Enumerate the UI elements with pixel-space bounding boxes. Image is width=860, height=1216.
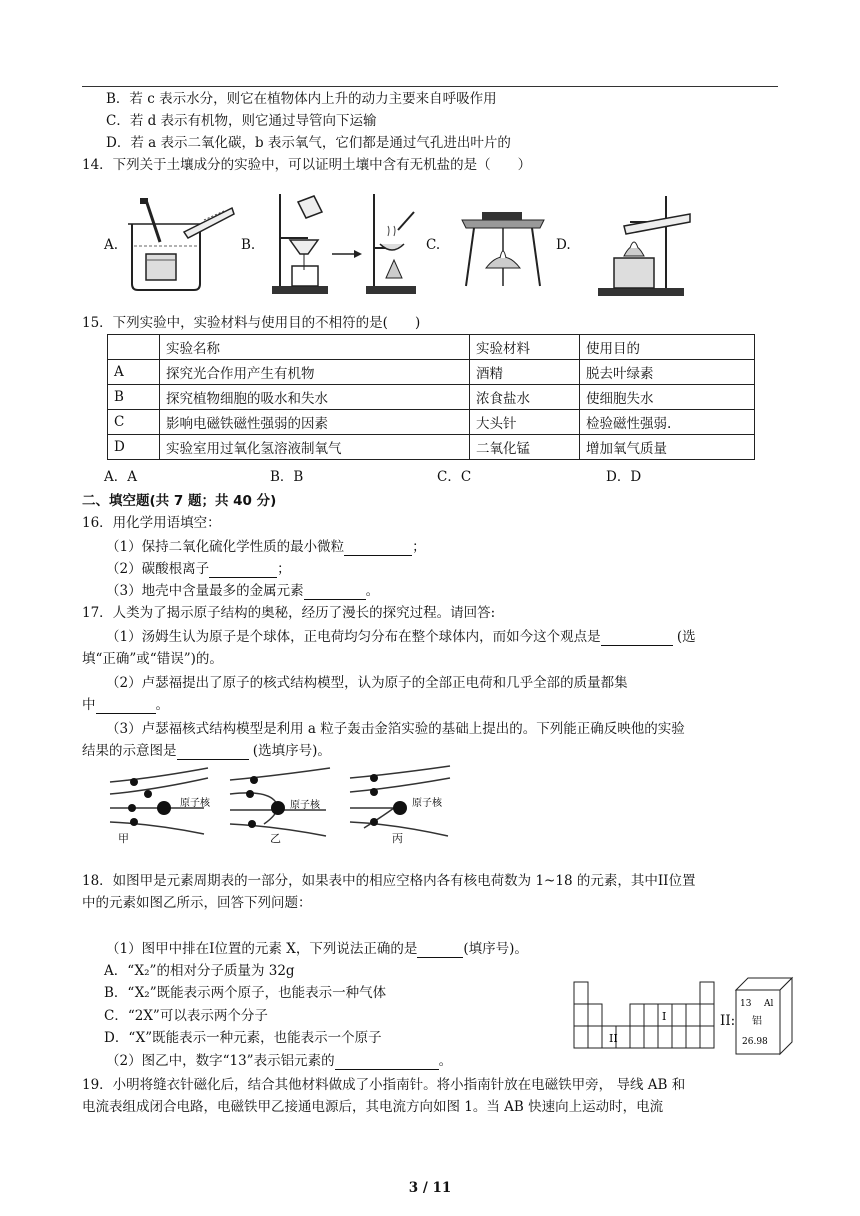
table-cell: 检验磁性强弱. [580,410,755,435]
q14-label-a: A. [104,237,119,253]
answer-blank[interactable] [601,631,673,646]
q17-part2: （2）卢瑟福提出了原子的核式结构模型，认为原子的全部正电荷和几乎全部的质量都集 [106,675,628,691]
table-cell: 影响电磁铁磁性强弱的因素 [160,410,470,435]
q18-option-b: B．“X₂”既能表示两个原子，也能表示一种气体 [104,985,387,1001]
figure-d-heating-tube [594,192,694,298]
q19-line-1: 19．小明将缝衣针磁化后，结合其他材料做成了小指南针。将小指南针放在电磁铁甲旁， 导线 AB 和 [82,1077,686,1093]
q18-option-d: D．“X”既能表示一种元素，也能表示一个原子 [104,1030,382,1046]
card-name: 铝 [752,1016,762,1027]
rutherford-diagram-yi [224,764,340,840]
q16-item-end: ； [277,561,291,577]
periodic-table-fragment [572,980,718,1054]
table-row [108,385,755,410]
q16-item-end: ； [412,539,426,555]
q17-text: (选 [676,629,696,645]
q15-answer-a: A．A [104,469,137,485]
table-row [108,410,755,435]
table-header-row [108,335,755,360]
q17-part1-cont: 填“正确”或“错误”)的。 [82,651,223,667]
q16-item-end: 。 [365,583,380,599]
table-cell: 二氧化锰 [470,435,580,460]
answer-blank[interactable] [344,541,412,556]
table-cell: 酒精 [470,360,580,385]
grid-label-i: I [662,1010,667,1023]
card-symbol: Al [764,999,774,1009]
q14-stem: 14．下列关于土壤成分的实验中，可以证明土壤中含有无机盐的是（ ） [82,157,532,173]
q18-text: (填序号)。 [463,941,528,957]
q13-option-b: B．若 c 表示水分，则它在植物体内上升的动力主要来自呼吸作用 [106,91,497,107]
q15-answer-d: D．D [606,469,642,485]
q16-item-2 [106,560,291,578]
table-cell: C [108,410,160,435]
table-cell: B [108,385,160,410]
q18-text: （2）图乙中，数字“13”表示铝元素的 [106,1053,335,1069]
q18-stem-1: 18．如图甲是元素周期表的一部分，如果表中的相应空格内各有核电荷数为 1~18 的元素，其中II位置 [82,873,696,889]
q17-text: （1）汤姆生认为原子是个球体，正电荷均匀分布在整个球体内，而如今这个观点是 [106,629,601,645]
table-header-cell: 使用目的 [580,335,755,360]
card-label: II: [720,1013,736,1029]
table-cell: 探究光合作用产生有机物 [160,360,470,385]
q18-stem-2: 中的元素如图乙所示，回答下列问题： [82,895,312,911]
q18-text: （1）图甲中排在I位置的元素 X，下列说法正确的是 [106,941,418,957]
page-number: 3 / 11 [408,1180,452,1196]
q16-item-text: （2）碳酸根离子 [106,561,210,577]
q18-part2 [106,1052,452,1070]
q17-part3: （3）卢瑟福核式结构模型是利用 a 粒子轰击金箔实验的基础上提出的。下列能正确反映他的实验 [106,721,685,737]
table-header-cell [108,335,160,360]
answer-blank[interactable] [417,943,463,958]
table-cell: A [108,360,160,385]
figure-c-heating-soil [458,206,548,288]
q17-part2-cont [82,696,169,714]
q17-part3-cont [82,742,331,760]
q19-line-2: 电流表组成闭合电路，电磁铁甲乙接通电源后，其电流方向如图 1。当 AB 快速向上运动时，电流 [82,1099,664,1115]
rutherford-diagram-bing [344,764,460,840]
q14-label-b: B. [241,237,256,253]
q14-label-d: D. [556,237,571,253]
answer-blank[interactable] [304,585,366,600]
fig-label-jia: 甲 [118,832,129,845]
grid-label-ii: II [609,1032,618,1045]
table-header-cell: 实验材料 [470,335,580,360]
figure-b-filter-evaporate [268,190,420,298]
card-number: 13 [740,999,752,1009]
q16-stem: 16．用化学用语填空： [82,515,221,531]
table-row [108,435,755,460]
q15-table [107,334,755,460]
table-cell: 增加氧气质量 [580,435,755,460]
table-cell: D [108,435,160,460]
q16-item-3 [106,582,379,600]
q13-option-c: C．若 d 表示有机物，则它通过导管向下运输 [106,113,377,129]
q15-stem: 15．下列实验中，实验材料与使用目的不相符的是( ) [82,315,421,331]
figure-a-beaker-soil [124,196,236,294]
section-title: 二、填空题(共 7 题；共 40 分) [82,493,277,509]
q18-option-c: C．“2X”可以表示两个分子 [104,1008,268,1024]
answer-blank[interactable] [177,745,249,760]
q15-answer-c: C．C [437,469,472,485]
table-cell: 浓食盐水 [470,385,580,410]
answer-blank[interactable] [96,699,156,714]
answer-blank[interactable] [335,1055,439,1070]
q17-text: 中 [82,697,96,713]
q13-option-d: D．若 a 表示二氧化碳，b 表示氧气，它们都是通过气孔进出叶片的 [106,135,511,151]
table-row [108,360,755,385]
fig-label-yi: 乙 [270,832,281,845]
table-header-cell: 实验名称 [160,335,470,360]
nucleus-label: 原子核 [290,800,320,811]
q17-text: 。 [155,697,169,713]
table-cell: 使细胞失水 [580,385,755,410]
table-cell: 实验室用过氧化氢溶液制氧气 [160,435,470,460]
nucleus-label: 原子核 [180,798,210,809]
q18-part1 [106,940,528,958]
q14-label-c: C. [426,237,441,253]
q17-part1 [106,628,696,646]
header-rule [82,86,778,87]
q17-text: 结果的示意图是 [82,743,177,759]
fig-label-bing: 丙 [392,832,403,845]
q16-item-1 [106,538,426,556]
table-cell: 大头针 [470,410,580,435]
q17-stem: 17．人类为了揭示原子结构的奥秘，经历了漫长的探究过程。请回答: [82,605,496,621]
table-cell: 探究植物细胞的吸水和失水 [160,385,470,410]
aluminum-element-card [734,976,794,1056]
rutherford-diagram-jia [104,764,220,840]
answer-blank[interactable] [209,563,277,578]
card-mass: 26.98 [742,1037,768,1047]
q16-item-text: （3）地壳中含量最多的金属元素 [106,583,304,599]
q16-item-text: （1）保持二氧化硫化学性质的最小微粒 [106,539,345,555]
q15-answer-b: B．B [270,469,304,485]
q18-option-a: A．“X₂”的相对分子质量为 32g [104,963,295,979]
q17-text: (选填序号)。 [252,743,331,759]
table-cell: 脱去叶绿素 [580,360,755,385]
nucleus-label: 原子核 [412,798,442,809]
q18-text: 。 [438,1053,453,1069]
